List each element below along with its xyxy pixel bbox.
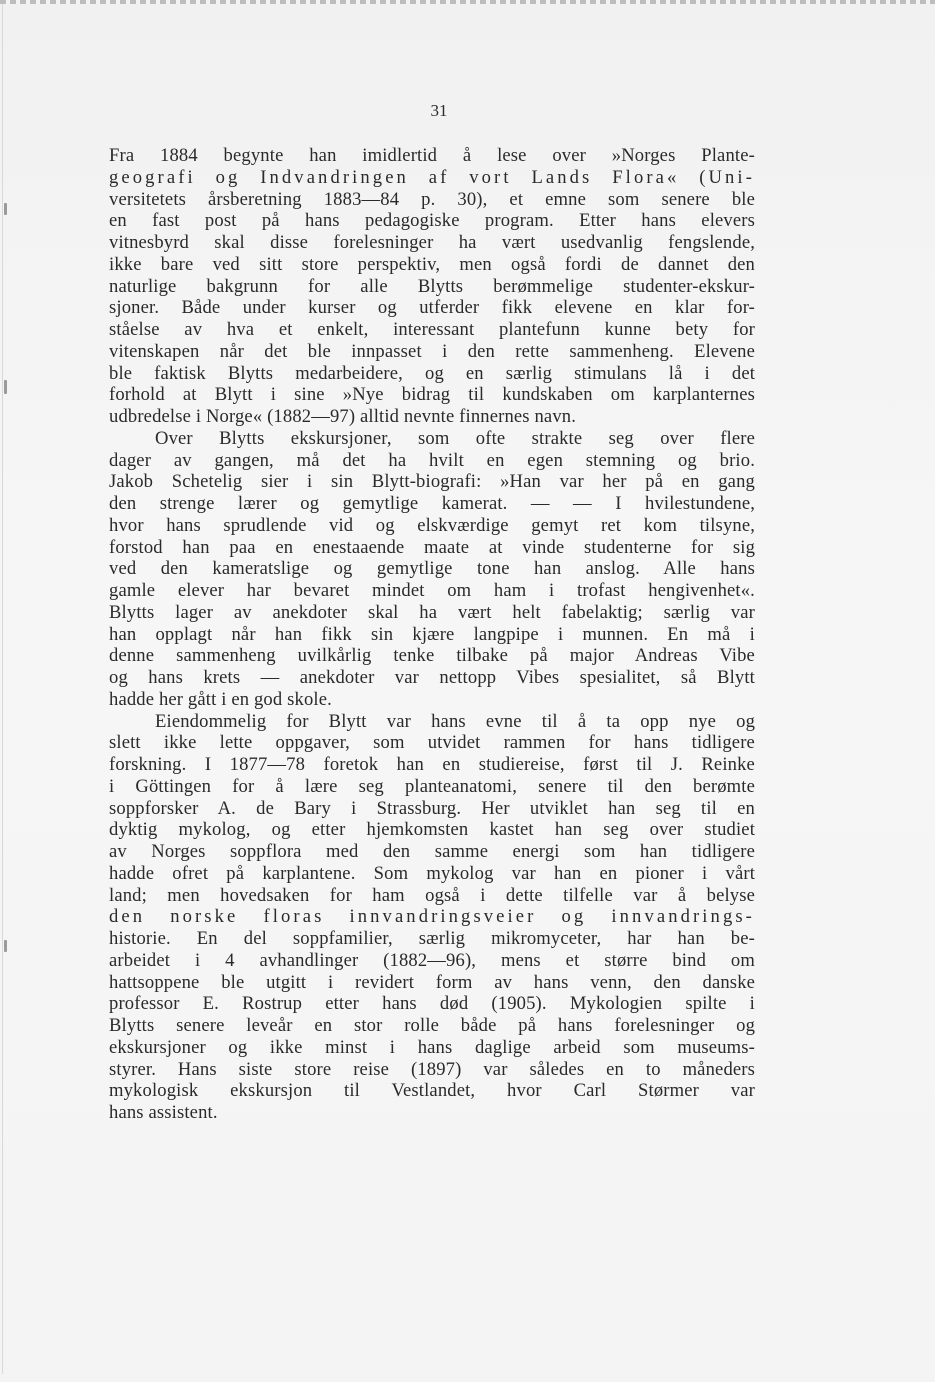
margin-mark: [4, 940, 7, 952]
text-line: Blytts senere leveår en stor rolle både på hans forelesninger og: [109, 1015, 756, 1036]
text-line: historie. En del soppfamilier, særlig mikromyceter, har han be-: [109, 928, 755, 949]
text-line: ståelse av hva et enkelt, interessant plantefunn kunne bety for: [109, 319, 756, 340]
text-line: en fast post på hans pedagogiske program. Etter hans elevers: [109, 210, 755, 232]
text-line: den strenge lærer og gemytlige kamerat. — — I hvilestundene,: [109, 493, 756, 514]
text-line: styrer. Hans siste store reise (1897) var således en to måneders: [109, 1058, 756, 1080]
text-line: gamle elever har bevaret mindet om ham i trofast hengivenhet«.: [109, 580, 755, 601]
text-line: vitenskapen når det ble innpasset i den rette sammenheng. Elevene: [109, 340, 756, 362]
text-line: ikke bare ved sitt store perspektiv, men også fordi de dannet den: [109, 253, 755, 275]
text-line: denne sammenheng uvilkårlig tenke tilbake på major Andreas Vibe: [109, 645, 755, 667]
text-line: hadde ofret på karplantene. Som mykolog var han en pioner i vårt: [109, 862, 756, 884]
page-number: 31: [430, 101, 448, 120]
text-line: slett ikke lette oppgaver, som utvidet rammen for hans tidligere: [109, 732, 755, 754]
text-line: mykologisk ekskursjon til Vestlandet, hvor Carl Størmer var: [109, 1080, 755, 1102]
text-line: den norske floras innvandringsveier og innvandrings-: [109, 906, 755, 928]
text-line: geografi og Indvandringen af vort Lands Flora« (Uni-: [109, 166, 755, 188]
text-line: dyktig mykolog, og etter hjemkomsten kastet han seg over studiet: [109, 819, 756, 841]
text-line: hattsoppene ble utgitt i revidert form av hans venn, den danske: [109, 971, 756, 993]
text-line: av Norges soppflora med den samme energi som han tidligere: [109, 841, 755, 862]
text-line: soppforsker A. de Bary i Strassburg. Her utviklet han seg til en: [109, 797, 756, 819]
text-line: professor E. Rostrup etter hans død (1905). Mykologien spilte i: [109, 993, 755, 1015]
page-border: [2, 4, 3, 1374]
body-text: [109, 145, 755, 1124]
text-line: Blytts lager av anekdoter skal ha vært helt fabelaktig; særlig var: [109, 601, 755, 623]
text-line: ble faktisk Blytts medarbeidere, og en særlig stimulans lå i det: [109, 362, 756, 384]
text-line: Over Blytts ekskursjoner, som ofte strakte seg over flere: [155, 427, 755, 449]
text-line: ekskursjoner og ikke minst i hans daglige arbeid som museums-: [109, 1036, 755, 1058]
text-line: versitetets årsberetning 1883—84 p. 30), et emne som senere ble: [109, 188, 755, 210]
text-line: hadde her gått i en god skole.: [109, 688, 332, 710]
text-line: Eiendommelig for Blytt var hans evne til å ta opp nye og: [155, 710, 756, 732]
text-line: sjoner. Både under kurser og utferder fikk elevene en klar for-: [109, 297, 756, 319]
text-line: Jakob Schetelig sier i sin Blytt-biografi: »Han var her på en gang: [109, 471, 755, 493]
margin-mark: [4, 380, 7, 394]
text-line: forskning. I 1877—78 foretok han en studiereise, først til J. Reinke: [109, 754, 755, 775]
torn-page-edge: [0, 0, 935, 4]
text-line: hvor hans sprudlende vid og elskværdige gemyt ret kom tilsyne,: [109, 514, 756, 536]
text-line: forstod han paa en enestaaende maate at vinde studenterne for sig: [109, 536, 756, 558]
text-line: dager av gangen, må det ha hvilt en egen stemning og brio.: [109, 449, 755, 471]
text-line: ved den kameratslige og gemytlige tone han anslog. Alle hans: [109, 558, 755, 580]
text-line: forhold at Blytt i sine »Nye bidrag til kundskaben om karplanternes: [109, 384, 756, 406]
text-line: land; men hovedsaken for ham også i dette tilfelle var å belyse: [109, 884, 756, 906]
text-line: han opplagt når han fikk sin kjære langpipe i munnen. En må i: [109, 623, 755, 645]
text-line: vitnesbyrd skal disse forelesninger ha vært usedvanlig fengslende,: [109, 232, 756, 253]
text-line: og hans krets — anekdoter var nettopp Vibes spesialitet, så Blytt: [109, 667, 755, 688]
text-line: arbeidet i 4 avhandlinger (1882—96), mens et større bind om: [109, 949, 755, 971]
text-line: naturlige bakgrunn for alle Blytts berømmelige studenter-ekskur-: [109, 275, 756, 297]
text-line: udbredelse i Norge« (1882—97) alltid nevnte finnernes navn.: [109, 406, 577, 427]
text-line: hans assistent.: [109, 1102, 218, 1123]
text-line: i Göttingen for å lære seg planteanatomi, senere til den berømte: [109, 775, 755, 797]
text-line: Fra 1884 begynte han imidlertid å lese over »Norges Plante-: [109, 145, 755, 166]
margin-mark: [4, 203, 7, 215]
